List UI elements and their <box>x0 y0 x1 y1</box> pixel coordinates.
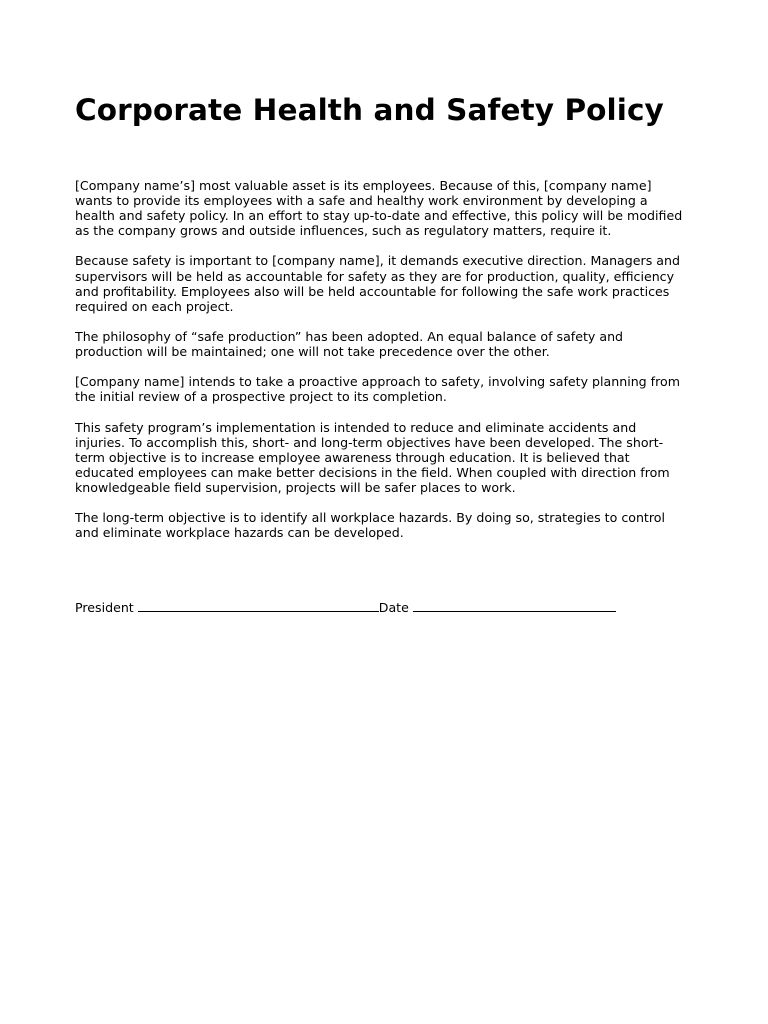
president-label: President <box>75 600 134 616</box>
document-content <box>75 92 690 615</box>
paragraph-long-term-objective: The long-term objective is to identify all workplace hazards. By doing so, strategies to control and eliminate workplace hazards can be developed. <box>75 510 665 541</box>
paragraph-short-term-objective: This safety program’s implementation is intended to reduce and eliminate accidents and injuries. To accomplish this, short- and long-term objectives have been developed. The short-term objective is to increase employee awareness through education. It is believed that educated employees can make better decisions in the field. When coupled with direction from knowledgeable field supervision, projects will be safer places to work. <box>75 419 670 495</box>
paragraph-executive-direction: Because safety is important to [company name], it demands executive direction. Managers and supervisors will be held as accountable for safety as they are for production, quality, efficiency and profitability. Employees also will be held accountable for following the safe work practices required on each project. <box>75 253 680 314</box>
president-signature-line <box>138 600 379 612</box>
document-body <box>75 178 690 540</box>
paragraph-intro: [Company name’s] most valuable asset is its employees. Because of this, [company name] wants to provide its employees with a safe and healthy work environment by developing a health and safety policy. In an effort to stay up-to-date and effective, this policy will be modified as the company grows and outside influences, such as regulatory matters, require it. <box>75 178 683 239</box>
date-label: Date <box>378 600 409 616</box>
paragraph-proactive-approach: [Company name] intends to take a proactive approach to safety, involving safety planning from the initial review of a prospective project to its completion. <box>75 374 680 405</box>
signature-block <box>75 600 690 615</box>
date-signature-line <box>413 600 616 612</box>
paragraph-safe-production: The philosophy of “safe production” has been adopted. An equal balance of safety and production will be maintained; one will not take precedence over the other. <box>75 328 624 360</box>
document-title: Corporate Health and Safety Policy <box>75 93 664 127</box>
